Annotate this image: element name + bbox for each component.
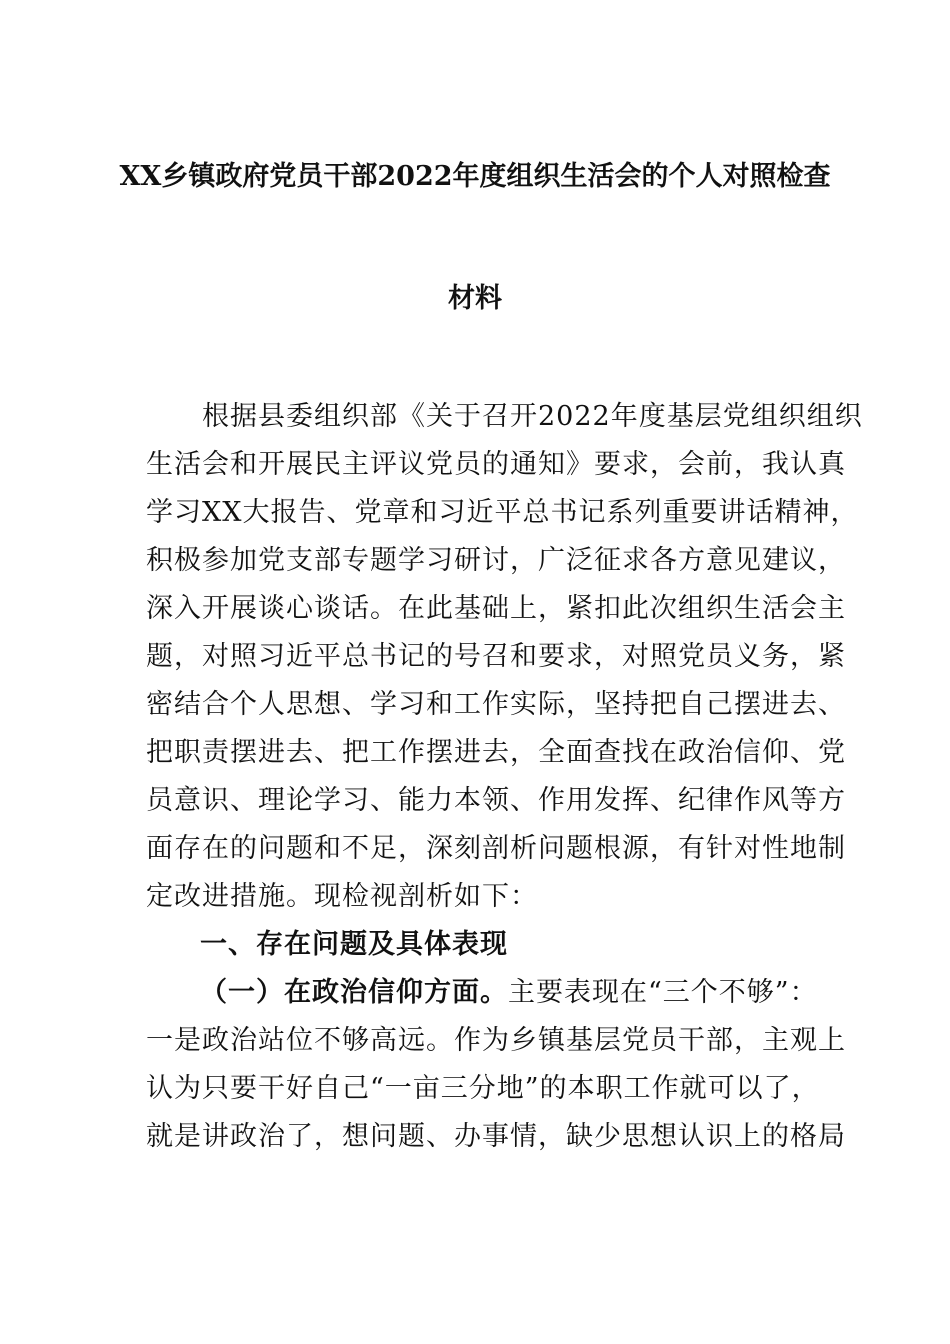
intro-paragraph-line: 根据县委组织部《关于召开2022年度基层党组织组织 — [202, 401, 863, 432]
intro-paragraph-line: 学习XX大报告、党章和习近平总书记系列重要讲话精神， — [146, 497, 859, 528]
subsection-paragraph-line: 认为只要干好自己“一亩三分地”的本职工作就可以了， — [146, 1073, 820, 1104]
document-title-line-1: XX乡镇政府党员干部2022年度组织生活会的个人对照检查 — [119, 161, 831, 192]
intro-paragraph-line: 面存在的问题和不足，深刻剖析问题根源，有针对性地制 — [146, 833, 846, 864]
document-body — [146, 393, 863, 1161]
intro-paragraph-line: 员意识、理论学习、能力本领、作用发挥、纪律作风等方 — [146, 785, 846, 816]
intro-paragraph-line: 生活会和开展民主评议党员的通知》要求，会前，我认真 — [146, 449, 846, 480]
section-heading: 一、存在问题及具体表现 — [200, 929, 508, 960]
intro-paragraph-line: 密结合个人思想、学习和工作实际，坚持把自己摆进去、 — [146, 689, 846, 720]
intro-paragraph-line: 深入开展谈心谈话。在此基础上，紧扣此次组织生活会主 — [146, 593, 846, 624]
subsection-paragraph-line: 就是讲政治了，想问题、办事情，缺少思想认识上的格局 — [146, 1121, 846, 1152]
intro-paragraph-line: 积极参加党支部专题学习研讨，广泛征求各方意见建议， — [146, 545, 846, 576]
subsection-title: （一）在政治信仰方面。 — [200, 977, 508, 1008]
intro-paragraph-line: 把职责摆进去、把工作摆进去，全面查找在政治信仰、党 — [146, 737, 846, 768]
intro-paragraph-line: 题，对照习近平总书记的号召和要求，对照党员义务，紧 — [146, 641, 846, 672]
document-title-line-2: 材料 — [448, 283, 502, 314]
subsection-lead-text: 主要表现在“三个不够”： — [508, 977, 818, 1008]
intro-paragraph-line: 定改进措施。现检视剖析如下： — [146, 881, 538, 912]
subsection-lead-line — [146, 969, 818, 1017]
subsection-paragraph-line: 一是政治站位不够高远。作为乡镇基层党员干部，主观上 — [146, 1025, 846, 1056]
